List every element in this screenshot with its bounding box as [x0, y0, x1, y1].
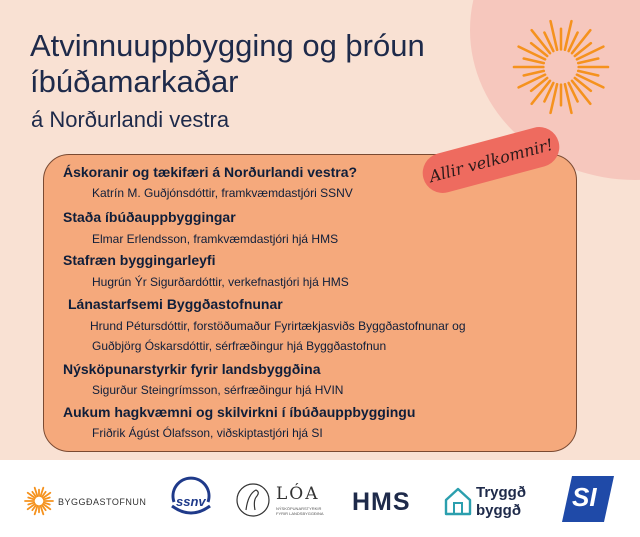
- hms-label: HMS: [352, 488, 411, 516]
- bird-icon: [236, 480, 270, 520]
- si-label: SI: [572, 482, 597, 512]
- tryggd-byggd-logo: [444, 482, 534, 522]
- byggdastofnun-logo: [24, 486, 154, 518]
- ssnv-logo: [166, 476, 216, 522]
- hms-logo: [352, 488, 422, 516]
- agenda-topic-6: Aukum hagkvæmni og skilvirkni í íbúðauppbyggingu: [63, 404, 416, 420]
- title-line-1: Atvinnuuppbygging og þróun: [30, 28, 425, 63]
- loa-logo: [236, 480, 336, 522]
- agenda-topic-2: Staða íbúðauppbyggingar: [63, 209, 236, 225]
- agenda-speaker-5: Sigurður Steingrímsson, sérfræðingur hjá HVIN: [92, 383, 344, 397]
- title-line-2: íbúðamarkaðar: [30, 64, 239, 99]
- agenda-topic-5: Nýsköpunarstyrkir fyrir landsbyggðina: [63, 361, 321, 377]
- page-subtitle: á Norðurlandi vestra: [31, 107, 230, 132]
- byggd-label: byggð: [476, 502, 521, 519]
- agenda-topic-3: Stafræn byggingarleyfi: [63, 252, 216, 268]
- agenda-speaker-6: Friðrik Ágúst Ólafsson, viðskiptastjóri hjá SI: [92, 426, 323, 440]
- byggdastofnun-label: BYGGÐASTOFNUN: [58, 497, 147, 507]
- agenda-speaker-2: Elmar Erlendsson, framkvæmdastjóri hjá HMS: [92, 232, 339, 246]
- agenda-topic-4: Lánastarfsemi Byggðastofnunar: [68, 296, 283, 312]
- si-logo: [562, 474, 614, 522]
- tryggd-label: Tryggð: [476, 484, 527, 501]
- byggdastofnun-sun-icon: [24, 486, 54, 516]
- agenda-speaker-1: Katrín M. Guðjónsdóttir, framkvæmdastjóri SSNV: [92, 186, 353, 200]
- agenda-topic-1: Áskoranir og tækifæri á Norðurlandi vestra?: [63, 164, 358, 180]
- loa-label: LÓA: [276, 484, 320, 504]
- welcome-badge: Allir velkomnir!: [418, 123, 564, 198]
- ssnv-label: ssnv: [176, 494, 206, 509]
- agenda-speaker-3: Hugrún Ýr Sigurðardóttir, verkefnastjóri hjá HMS: [92, 275, 349, 289]
- house-icon: [444, 486, 472, 516]
- agenda-speaker-4b: Guðbjörg Óskarsdóttir, sérfræðingur hjá Byggðastofnun: [92, 339, 387, 353]
- loa-sub-1: NÝSKÖPUNARSTYRKIR: [276, 506, 322, 511]
- sponsor-logos: [0, 460, 640, 537]
- loa-sub-2: FYRIR LANDSBYGGÐINA: [276, 511, 324, 516]
- agenda-speaker-4: Hrund Pétursdóttir, forstöðumaður Fyrirtækjasviðs Byggðastofnunar og: [90, 319, 466, 333]
